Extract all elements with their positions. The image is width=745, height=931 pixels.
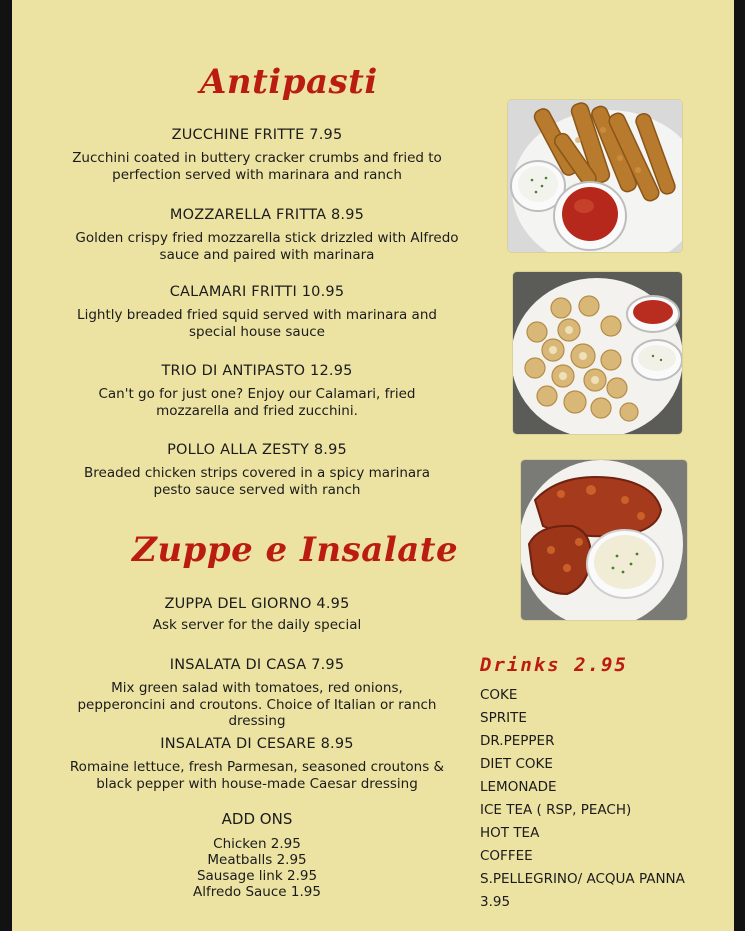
menu-item-mozzarella-fritta: [72, 206, 462, 263]
add-ons-section: [152, 810, 362, 900]
item-name: ZUPPA DEL GIORNO 4.95: [164, 596, 350, 612]
menu-item-calamari-fritti: [72, 283, 442, 340]
drinks-title: Drinks 2.95: [480, 654, 628, 676]
drink-item: COFFEE: [480, 848, 533, 864]
drinks-list: [480, 684, 685, 914]
item-name: ZUCCHINE FRITTE 7.95: [171, 127, 343, 143]
item-description: Golden crispy fried mozzarella stick drizzled with Alfredo sauce and paired with marinara: [75, 230, 459, 263]
menu-item-zucchine-fritte: [72, 126, 442, 183]
calamari-photo: [513, 272, 682, 434]
zuppe-insalate-title: Zuppe e Insalate: [132, 530, 459, 570]
drink-item: DR.PEPPER: [480, 733, 555, 749]
drink-item: SPRITE: [480, 710, 527, 726]
add-on-item: Chicken 2.95: [213, 836, 301, 852]
drink-item: LEMONADE: [480, 779, 557, 795]
item-name: INSALATA DI CASA 7.95: [169, 657, 345, 673]
drink-item: ICE TEA ( RSP, PEACH): [480, 802, 632, 818]
item-description: Ask server for the daily special: [152, 617, 362, 633]
item-description: Romaine lettuce, fresh Parmesan, seasoned croutons & black pepper with house-made Caesar dressing: [69, 759, 445, 792]
item-name: MOZZARELLA FRITTA 8.95: [169, 207, 365, 223]
drink-item: 3.95: [480, 894, 511, 910]
item-description: Breaded chicken strips covered in a spicy marinara pesto sauce served with ranch: [84, 465, 430, 498]
menu-item-insalata-di-cesare: [67, 735, 447, 792]
item-description: Mix green salad with tomatoes, red onions, pepperoncini and croutons. Choice of Italian or ranch dressing: [77, 680, 437, 729]
pollo-alla-zesty-photo: [521, 460, 687, 620]
drink-item: COKE: [480, 687, 518, 703]
drink-item: HOT TEA: [480, 825, 540, 841]
menu-item-insalata-di-casa: [67, 656, 447, 730]
item-name: INSALATA DI CESARE 8.95: [160, 736, 354, 752]
item-name: TRIO DI ANTIPASTO 12.95: [161, 363, 353, 379]
add-on-item: Sausage link 2.95: [196, 868, 318, 884]
item-description: Zucchini coated in buttery cracker crumbs and fried to perfection served with marinara and ranch: [72, 150, 442, 183]
add-ons-title: ADD ONS: [221, 810, 293, 828]
add-on-item: Meatballs 2.95: [207, 852, 307, 868]
menu-page: [12, 0, 734, 931]
antipasti-title: Antipasti: [200, 62, 378, 102]
zucchini-fritte-photo: [508, 100, 682, 252]
menu-item-zuppa-del-giorno: [72, 595, 442, 634]
menu-item-pollo-alla-zesty: [72, 441, 442, 498]
item-name: POLLO ALLA ZESTY 8.95: [167, 442, 347, 458]
item-name: CALAMARI FRITTI 10.95: [169, 284, 345, 300]
drink-item: S.PELLEGRINO/ ACQUA PANNA: [480, 871, 685, 887]
menu-item-trio-di-antipasto: [72, 362, 442, 419]
item-description: Lightly breaded fried squid served with marinara and special house sauce: [77, 307, 437, 340]
item-description: Can't go for just one? Enjoy our Calamari, fried mozzarella and fried zucchini.: [98, 386, 416, 419]
drink-item: DIET COKE: [480, 756, 553, 772]
add-on-item: Alfredo Sauce 1.95: [193, 884, 321, 900]
